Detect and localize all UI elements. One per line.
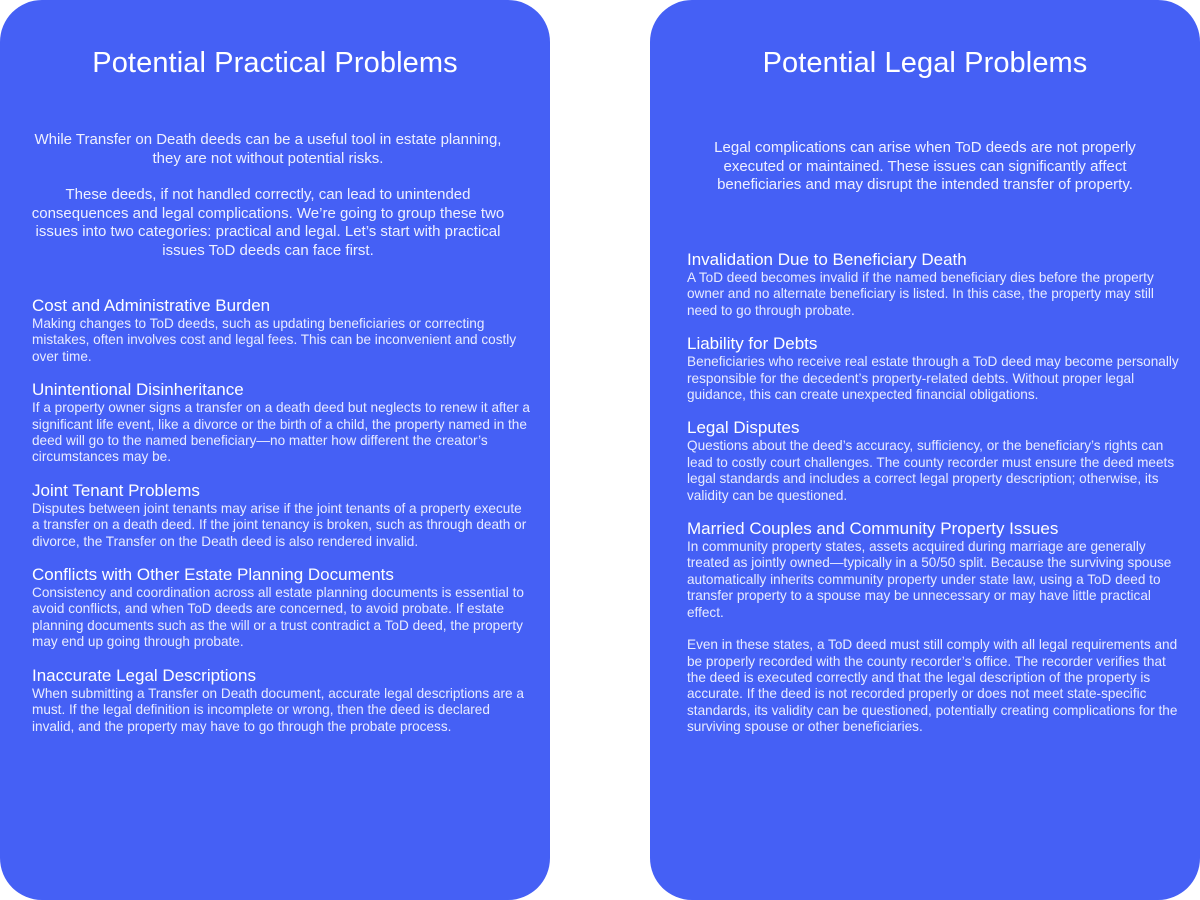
legal-title: Potential Legal Problems	[762, 47, 1088, 79]
section-body: Making changes to ToD deeds, such as updating beneficiaries or correcting mistakes, often involves cost and legal fees. This can be inconvenient and costly over time.	[32, 316, 517, 364]
section-heading: Conflicts with Other Estate Planning Documents	[32, 565, 394, 585]
section-heading: Married Couples and Community Property Issues	[687, 519, 1059, 539]
section-heading: Inaccurate Legal Descriptions	[32, 665, 256, 685]
practical-problems-card	[0, 0, 550, 900]
section-heading: Cost and Administrative Burden	[32, 296, 271, 315]
section-body: A ToD deed becomes invalid if the named beneficiary dies before the property owner and no alternate beneficiary is listed. In this case, the property may still need to go through probate.	[687, 270, 1154, 318]
section-body: Consistency and coordination across all estate planning documents is essential to avoid conflicts, and when ToD deeds are concerned, to avoid probate. If estate planning documents such as the will or a trust contradict a ToD deed, the property may end up going through probate.	[32, 585, 524, 650]
section-heading: Liability for Debts	[687, 334, 818, 354]
section-body: Questions about the deed’s accuracy, sufficiency, or the beneficiary’s rights can lead to costly court challenges. The county recorder must ensure the deed meets legal standards and includes a correct legal property description; otherwise, its validity can be questioned.	[687, 438, 1175, 503]
intro-paragraph: These deeds, if not handled correctly, can lead to unintended consequences and legal complications. We’re going to group these two issues into two categories: practical and legal. Let’s start with practical issues ToD deeds can face first.	[31, 186, 505, 259]
section-legal-disputes	[687, 418, 1182, 504]
section-heading: Joint Tenant Problems	[32, 480, 200, 500]
section-beneficiary-death	[687, 250, 1182, 319]
section-heading: Invalidation Due to Beneficiary Death	[687, 250, 967, 269]
section-body: When submitting a Transfer on Death document, accurate legal descriptions are a must. If the legal definition is incomplete or wrong, then the deed is declared invalid, and the property may have to go through the probate process.	[32, 685, 524, 734]
practical-sections	[32, 296, 530, 750]
section-cost-burden	[32, 296, 530, 365]
section-liability-debts	[687, 334, 1182, 403]
intro-paragraph: While Transfer on Death deeds can be a useful tool in estate planning, they are not without potential risks.	[34, 131, 502, 167]
section-conflicts	[32, 565, 530, 651]
practical-intro	[30, 131, 506, 278]
section-heading: Unintentional Disinheritance	[32, 380, 244, 400]
legal-intro	[708, 139, 1142, 213]
section-joint-tenant	[32, 481, 530, 550]
section-body-continued: Even in these states, a ToD deed must still comply with all legal requirements and be properly recorded with the county recorder’s office. The recorder verifies that the deed is executed correctly and that the legal description of the property is accurate. If the deed is not recorded properly or does not meet state-specific standards, its validity can be questioned, potentially creating complications for the surviving spouse or other beneficiaries.	[687, 637, 1178, 735]
section-heading: Legal Disputes	[687, 418, 800, 438]
legal-problems-card	[650, 0, 1200, 900]
section-body: If a property owner signs a transfer on a death deed but neglects to renew it after a significant life event, like a divorce or the birth of a child, the property named in the deed will go to the named beneficiary—no matter how different the creator’s circumstances may be.	[32, 400, 530, 465]
section-inaccurate-descriptions	[32, 666, 530, 735]
practical-title: Potential Practical Problems	[92, 47, 458, 79]
section-body: Disputes between joint tenants may arise if the joint tenants of a property execute a transfer on a death deed. If the joint tenancy is broken, such as through death or divorce, the Transfer on the Death deed is also rendered invalid.	[32, 500, 527, 549]
section-unintentional-disinheritance	[32, 380, 530, 466]
legal-sections	[687, 250, 1182, 751]
section-community-property	[687, 519, 1182, 735]
section-body: In community property states, assets acquired during marriage are generally treated as jointly owned—typically in a 50/50 split. Because the surviving spouse automatically inherits community property under state law, using a ToD deed to transfer property to a spouse may be unnecessary or may have little practical effect.	[687, 539, 1172, 620]
intro-paragraph: Legal complications can arise when ToD deeds are not properly executed or maintained. These issues can significantly affect beneficiaries and may disrupt the intended transfer of property.	[714, 139, 1136, 193]
section-body: Beneficiaries who receive real estate through a ToD deed may become personally responsible for the decedent’s property-related debts. Without proper legal guidance, this can create unexpected financial obligations.	[687, 354, 1179, 403]
